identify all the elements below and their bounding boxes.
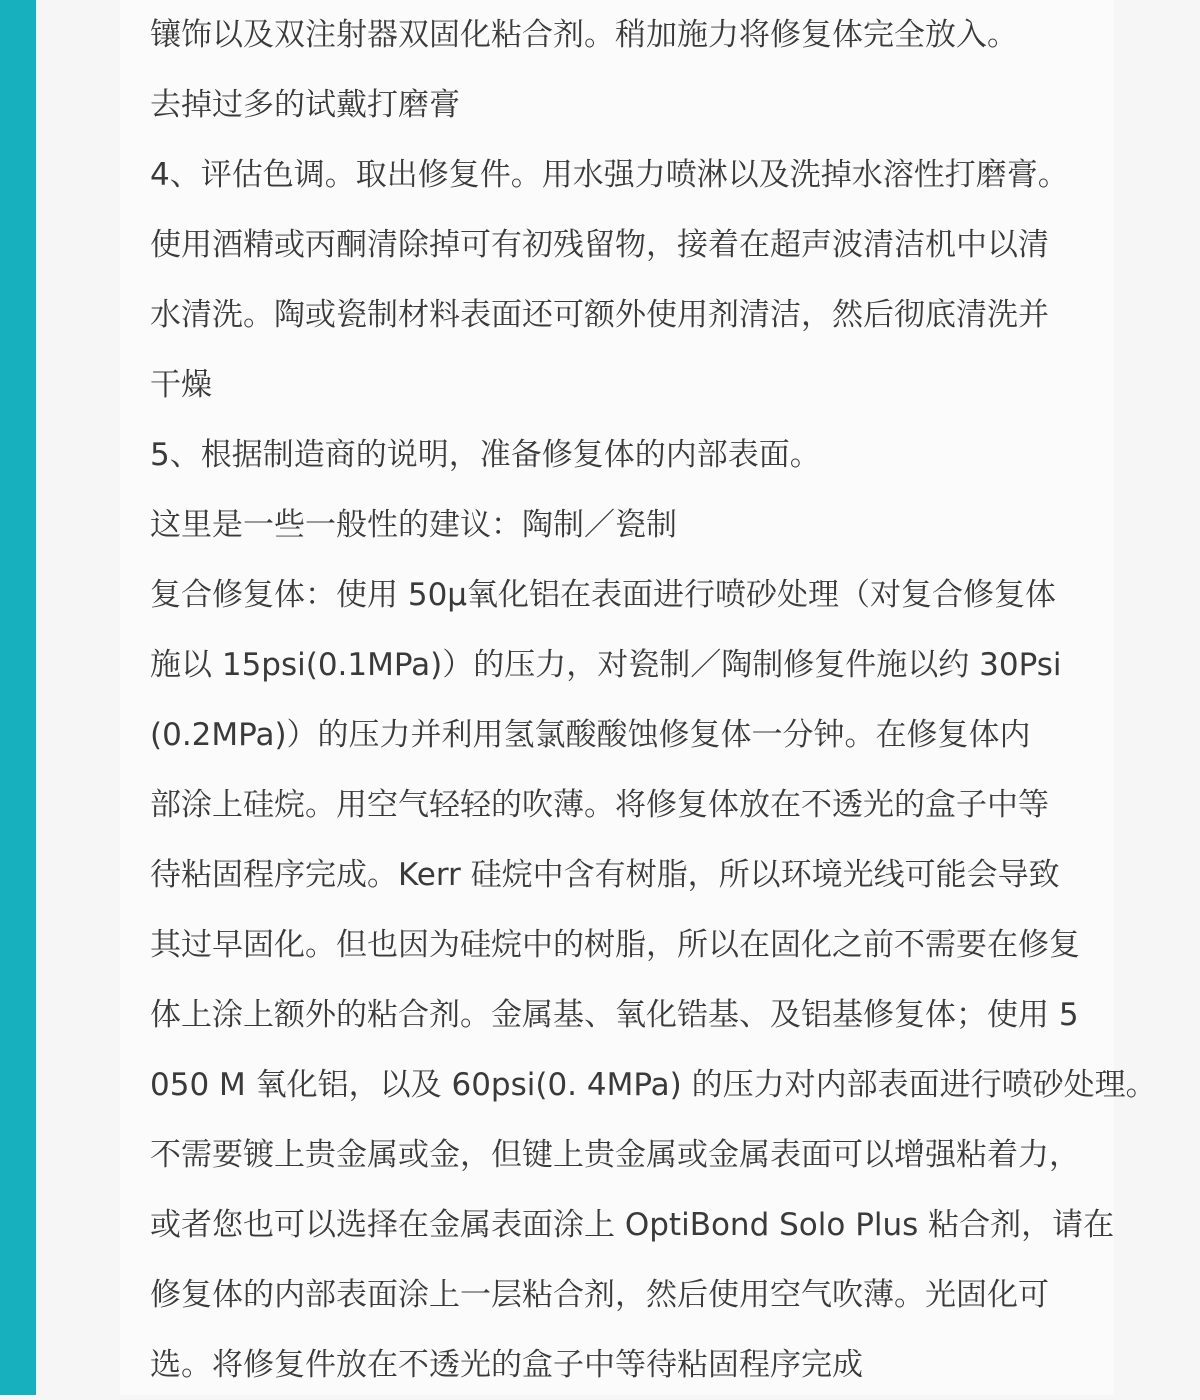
text-line: (0.2MPa)）的压力并利用氢氯酸酸蚀修复体一分钟。在修复体内 <box>150 717 1031 753</box>
text-line: 水清洗。陶或瓷制材料表面还可额外使用剂清洁，然后彻底清洗并 <box>150 297 1049 333</box>
text-line: 部涂上硅烷。用空气轻轻的吹薄。将修复体放在不透光的盒子中等 <box>150 787 1049 823</box>
text-line: 施以 15psi(0.1MPa)）的压力，对瓷制／陶制修复件施以约 30Psi <box>150 647 1062 683</box>
step-4-line: 4、评估色调。取出修复件。用水强力喷淋以及洗掉水溶性打磨膏。 <box>150 157 1069 193</box>
text-line: 其过早固化。但也因为硅烷中的树脂，所以在固化之前不需要在修复 <box>150 927 1080 963</box>
text-line: 不需要镀上贵金属或金，但键上贵金属或金属表面可以增强粘着力， <box>150 1137 1080 1173</box>
instruction-text <box>150 0 1157 1400</box>
text-line: 干燥 <box>150 367 212 403</box>
text-line: 或者您也可以选择在金属表面涂上 OptiBond Solo Plus 粘合剂，请在 <box>150 1207 1115 1243</box>
step-5-line: 5、根据制造商的说明，准备修复体的内部表面。 <box>150 437 821 473</box>
text-line: 选。将修复件放在不透光的盒子中等待粘固程序完成 <box>150 1347 863 1383</box>
text-line: 修复体的内部表面涂上一层粘合剂，然后使用空气吹薄。光固化可 <box>150 1277 1049 1313</box>
side-accent-bar <box>0 0 36 1395</box>
text-line: 镶饰以及双注射器双固化粘合剂。稍加施力将修复体完全放入。 <box>150 17 1018 53</box>
text-line: 这里是一些一般性的建议：陶制／瓷制 <box>150 507 677 543</box>
text-line: 去掉过多的试戴打磨膏 <box>150 87 460 123</box>
text-line: 使用酒精或丙酮清除掉可有初残留物，接着在超声波清洁机中以清 <box>150 227 1049 263</box>
text-line: 050 M 氧化铝，以及 60psi(0. 4MPa) 的压力对内部表面进行喷砂处理。 <box>150 1067 1157 1103</box>
text-line: 待粘固程序完成。Kerr 硅烷中含有树脂，所以环境光线可能会导致 <box>150 857 1060 893</box>
text-line: 体上涂上额外的粘合剂。金属基、氧化锆基、及铝基修复体；使用 5 <box>150 997 1079 1033</box>
text-line: 复合修复体：使用 50μ氧化铝在表面进行喷砂处理（对复合修复体 <box>150 577 1057 613</box>
